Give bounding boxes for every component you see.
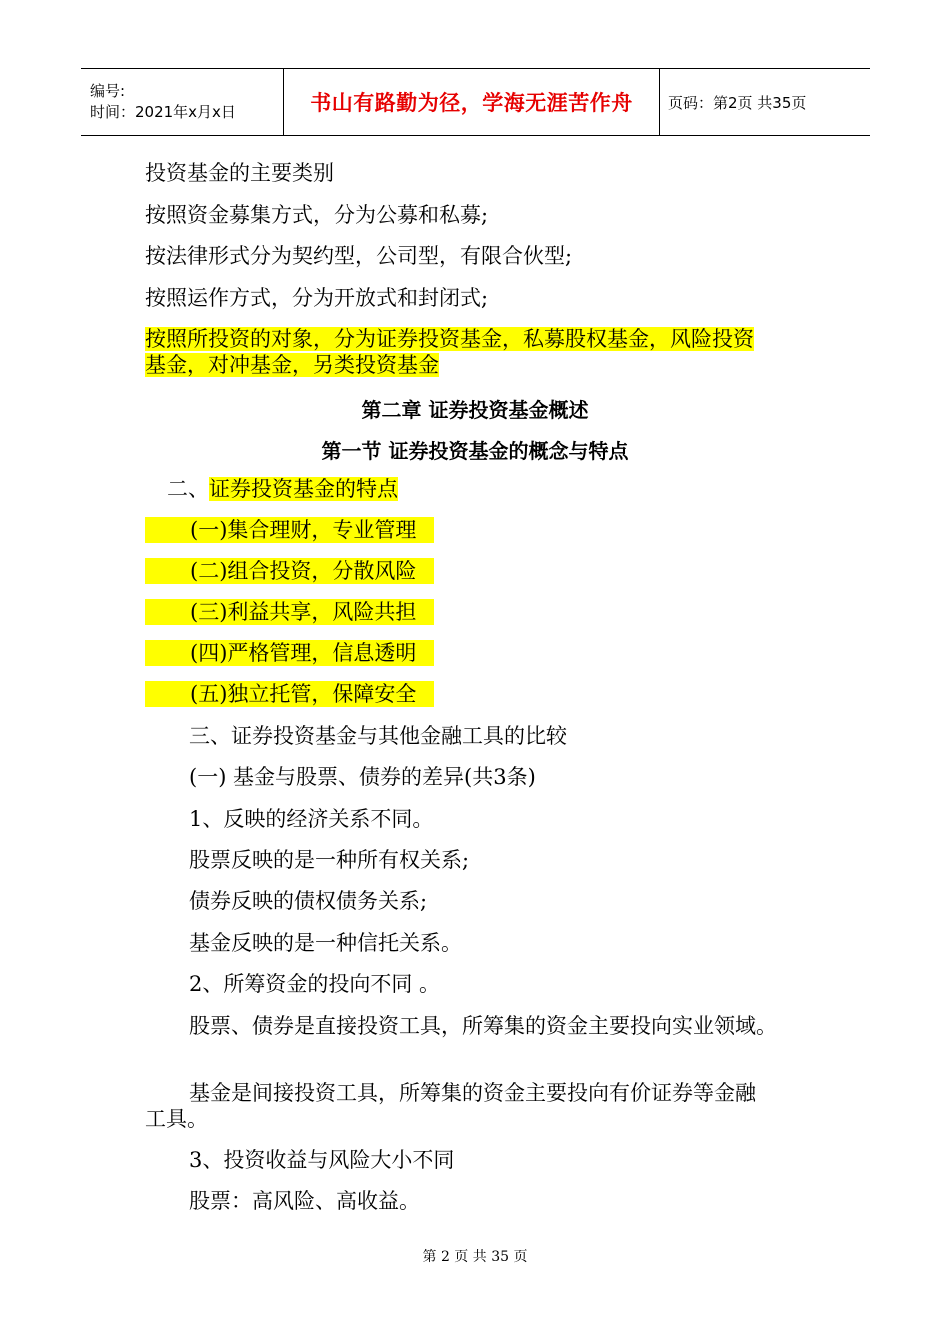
text-line: 工具。 [145, 1107, 208, 1131]
feature-item: (二)组合投资，分散风险 [145, 558, 434, 584]
feature-item: (一)集合理财，专业管理 [145, 517, 434, 543]
text-line: 3、投资收益与风险大小不同 [189, 1148, 455, 1172]
page-footer: 第 2 页 共 35 页 [422, 1249, 528, 1265]
section-title: 第一节 证券投资基金的概念与特点 [321, 439, 629, 463]
text-line: 股票：高风险、高收益。 [189, 1189, 420, 1213]
time-label: 时间：2021年x月x日 [90, 103, 236, 121]
text-line: 按照资金募集方式，分为公募和私募; [145, 203, 489, 227]
text-line: 按法律形式分为契约型，公司型，有限合伙型; [145, 244, 573, 268]
feature-item: (四)严格管理，信息透明 [145, 640, 434, 666]
highlighted-text: 基金，对冲基金，另类投资基金 [145, 353, 439, 377]
text-line-highlighted [145, 326, 754, 352]
text-line: 股票、债券是直接投资工具，所筹集的资金主要投向实业领域。 [189, 1014, 777, 1038]
text-line: 按照运作方式，分为开放式和封闭式; [145, 286, 489, 310]
highlighted-text: 证券投资基金的特点 [209, 477, 398, 501]
header-page-info: 页码：第2页 共35页 [668, 93, 807, 112]
header-meta [81, 69, 283, 135]
heading-number: 二、 [167, 477, 209, 501]
subsection-heading [167, 476, 398, 502]
feature-item: (三)利益共享，风险共担 [145, 599, 434, 625]
text-line: 2、所筹资金的投向不同 。 [189, 972, 441, 996]
text-line: 股票反映的是一种所有权关系; [189, 848, 470, 872]
chapter-title: 第二章 证券投资基金概述 [361, 398, 589, 422]
text-line: 三、证券投资基金与其他金融工具的比较 [189, 724, 567, 748]
text-line: 投资基金的主要类别 [145, 161, 334, 185]
text-line: 基金反映的是一种信托关系。 [189, 931, 462, 955]
number-label: 编号: [90, 82, 126, 100]
text-line-highlighted [145, 352, 439, 378]
header-motto: 书山有路勤为径，学海无涯苦作舟 [283, 69, 660, 135]
feature-item: (五)独立托管，保障安全 [145, 681, 434, 707]
text-line: 债券反映的债权债务关系; [189, 889, 428, 913]
text-line: 1、反映的经济关系不同。 [189, 807, 434, 831]
text-line: 基金是间接投资工具，所筹集的资金主要投向有价证券等金融 [189, 1081, 756, 1105]
highlighted-text: 按照所投资的对象，分为证券投资基金，私募股权基金，风险投资 [145, 327, 754, 351]
page-header [81, 68, 870, 136]
text-line: (一) 基金与股票、债券的差异(共3条) [189, 765, 536, 789]
